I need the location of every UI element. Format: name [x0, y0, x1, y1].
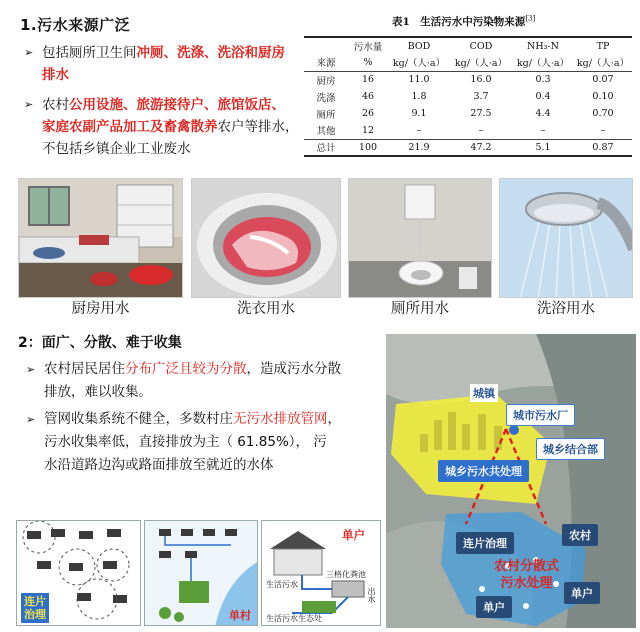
arrow-bullet-icon: ➢	[26, 363, 36, 376]
photo-caption-toilet: 厕所用水	[391, 301, 449, 317]
table-cell: 46	[361, 91, 375, 102]
unit-cell: kg/（人·a）	[388, 54, 450, 71]
map-label-town: 城镇	[470, 384, 498, 402]
bullet-rural-sources	[24, 94, 314, 160]
diagram-label-patch: 连片 治理	[21, 593, 49, 623]
photo-caption-laundry: 洗衣用水	[237, 301, 295, 317]
bullet-text-line2: 污水收集率低，直接排放为主（ 61.85%）， 污	[44, 434, 327, 450]
map-label-city-plant: 城市污水厂	[506, 404, 575, 426]
table-cell: 0.70	[592, 108, 614, 119]
table-cell: 0.3	[535, 74, 551, 86]
bullet-toilet-sources	[24, 42, 304, 86]
table-row	[304, 71, 632, 88]
map-label-junction: 城乡结合部	[536, 438, 605, 460]
table-cell: 27.5	[470, 108, 492, 119]
row-source: 厕所	[316, 109, 336, 121]
col-header: NH₃-N	[512, 37, 574, 54]
row-source: 其他	[316, 126, 336, 138]
bullet-text-suffix: ，	[327, 411, 341, 427]
bullet-highlight-cont: 家庭农副产品加工及畜禽散养	[42, 119, 218, 135]
unit-cell: kg/（人·a）	[512, 54, 574, 71]
table-cell: 21.9	[388, 139, 450, 156]
table-cell: 0.87	[574, 139, 632, 156]
table-cell: 12	[361, 124, 375, 136]
shower-photo	[499, 178, 633, 298]
map-label-village: 农村	[562, 524, 598, 546]
row-source: 厨房	[316, 75, 336, 87]
bullet-text: 农村	[42, 97, 69, 113]
col-header: 污水量	[348, 37, 388, 54]
bullet-text-line3: 不包括乡镇企业工业废水	[42, 141, 191, 157]
col-header: BOD	[388, 37, 450, 54]
arrow-bullet-icon: ➢	[24, 46, 34, 59]
pollutant-source-table	[304, 36, 632, 157]
table-cell: 3.7	[473, 91, 489, 102]
table-cell: 0.4	[535, 91, 551, 102]
table-header-row	[304, 37, 632, 54]
diagram-label-sewage: 生活污水	[266, 580, 298, 589]
toilet-photo	[348, 178, 492, 298]
bullet-highlight: 冲厕、洗涤、洗浴和厨房	[136, 45, 285, 61]
diagram-label-village: 单村	[229, 609, 251, 622]
map-label-dispersed: 农村分散式 污水处理	[494, 559, 560, 591]
table-row	[304, 122, 632, 139]
bullet-text-suffix: ，造成污水分散	[246, 361, 341, 377]
bullet-text-line2: 排放，难以收集。	[44, 384, 152, 400]
table-cell: 47.2	[450, 139, 512, 156]
bullet-highlight: 分布广泛且较为分散	[125, 361, 247, 377]
table-cell: –	[478, 124, 484, 136]
row-source: 总计	[304, 139, 348, 156]
table-cell: –	[540, 124, 546, 136]
photo-caption-kitchen: 厨房用水	[71, 301, 130, 317]
diagram-label-household: 单户	[342, 528, 365, 542]
map-label-patch: 连片治理	[456, 532, 514, 554]
bullet-text-line3: 水沿道路边沟或路面排放至就近的水体	[44, 457, 274, 473]
section2-heading: 2：面广、分散、难于收集	[18, 335, 182, 351]
col-header: COD	[450, 37, 512, 54]
col-header: TP	[574, 37, 632, 54]
diagram-label-outlet: 出水	[367, 587, 376, 603]
table-caption: 表1 生活污水中污染物来源[3]	[392, 14, 536, 28]
table-units-row	[304, 54, 632, 71]
diagram-patch-treatment	[16, 520, 141, 626]
table-cell: 16	[361, 74, 375, 86]
bullet-highlight: 公用设施、旅游接待户、旅馆饭店、	[69, 97, 285, 113]
bullet-dispersed	[26, 358, 371, 404]
rural-sewage-map	[386, 334, 636, 628]
table-cell: 0.10	[592, 91, 614, 102]
diagram-label-septic-tank: 三格化粪池	[326, 570, 366, 579]
washing-machine-photo	[191, 178, 341, 298]
bullet-text: 农村居民居住	[44, 361, 125, 377]
unit-cell: kg/（人·a）	[574, 54, 632, 71]
table-cell: 4.4	[535, 108, 551, 119]
bullet-text: 管网收集系统不健全，多数村庄	[44, 411, 233, 427]
diagram-label-eco-system: 生活污水生态处	[266, 614, 322, 623]
bullet-network	[26, 408, 376, 477]
map-label-single-house-2: 单户	[476, 596, 512, 618]
kitchen-photo	[18, 178, 183, 298]
table-row	[304, 88, 632, 105]
diagram-single-household	[261, 520, 381, 626]
table-cell: 5.1	[512, 139, 574, 156]
section1-heading: 1.污水来源广泛	[20, 16, 131, 34]
unit-cell: %	[348, 54, 388, 71]
table-cell: 9.1	[411, 108, 427, 119]
bullet-text: 包括厕所卫生间	[42, 45, 137, 61]
arrow-bullet-icon: ➢	[24, 98, 34, 111]
source-header: 来源	[304, 54, 348, 71]
diagram-single-village	[144, 520, 258, 626]
table-caption-ref: [3]	[525, 14, 536, 23]
map-label-single-house-1: 单户	[564, 582, 600, 604]
table-cell: 16.0	[470, 74, 492, 86]
map-label-joint-treatment: 城乡污水共处理	[438, 460, 529, 482]
bullet-highlight: 无污水排放管网	[233, 411, 328, 427]
photo-caption-bath: 洗浴用水	[537, 301, 595, 317]
bullet-text-suffix: 农户等排水，	[217, 119, 299, 135]
arrow-bullet-icon: ➢	[26, 413, 36, 426]
table-row	[304, 105, 632, 122]
table-cell: 11.0	[408, 74, 430, 86]
table-cell: –	[416, 124, 422, 136]
table-cell: 26	[361, 108, 375, 119]
table-cell: 100	[348, 139, 388, 156]
bullet-highlight-cont: 排水	[42, 67, 69, 83]
row-source: 洗涤	[316, 92, 336, 104]
table-cell: –	[600, 124, 606, 136]
table-cell: 1.8	[411, 91, 427, 102]
table-cell: 0.07	[592, 74, 614, 86]
table-total-row	[304, 139, 632, 156]
unit-cell: kg/（人·a）	[450, 54, 512, 71]
